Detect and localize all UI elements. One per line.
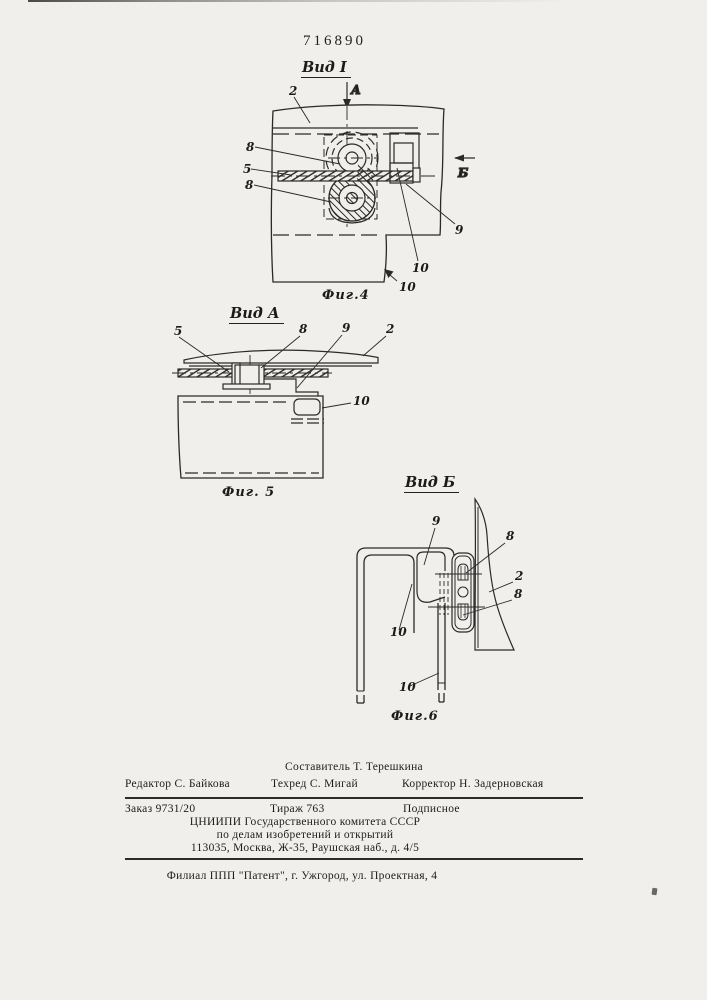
fig5-callout-8: 8 [299, 322, 308, 336]
fig6-callout-10-right: 10 [399, 680, 416, 694]
fig4-callout-10-a: 10 [412, 261, 429, 275]
fig6-drawing [350, 493, 525, 735]
fig6-callout-10-left: 10 [390, 625, 407, 639]
fig4-caption: Фиг.4 [322, 288, 370, 303]
fig5-callout-5: 5 [174, 324, 183, 338]
publisher-address: 113035, Москва, Ж-35, Раушская наб., д. 4/5 [190, 842, 420, 854]
divider-line-bottom [125, 858, 583, 860]
patent-number: 716890 [303, 33, 366, 49]
fig5-callout-2: 2 [386, 322, 395, 336]
corrector-credit: Корректор Н. Задерновская [402, 778, 544, 790]
fig6-callout-8-bottom: 8 [514, 587, 523, 601]
scan-artifact-top [28, 0, 568, 2]
fig5-bracket [264, 379, 318, 396]
editor-credit: Редактор С. Байкова [125, 778, 230, 790]
subscription-note: Подписное [403, 803, 460, 815]
imprint-block [125, 761, 583, 891]
scan-artifact-dot [652, 888, 658, 896]
fig4-view-label: Вид I [301, 59, 351, 78]
credits-row [125, 778, 583, 792]
fig5-latch-plate [294, 399, 320, 415]
tech-editor-credit: Техред С. Мигай [271, 778, 358, 790]
fig6-caption: Фиг.6 [391, 709, 439, 724]
fig4-callout-9: 9 [455, 223, 464, 237]
fig4-screw-end-cap [413, 168, 420, 182]
section-arrow-a-label: А [351, 83, 361, 97]
publisher-block [125, 816, 485, 855]
fig4-callout-2: 2 [289, 84, 298, 98]
view-arrow-b [454, 155, 475, 162]
branch-line: Филиал ППП "Патент", г. Ужгород, ул. Проектная, 4 [166, 870, 438, 882]
publisher-name: ЦНИИПИ Государственного комитета СССР [189, 816, 421, 828]
fig6-callout-8-top: 8 [506, 529, 515, 543]
publisher-dept: по делам изобретений и открытий [216, 829, 394, 841]
fig6-bottom-roller [458, 604, 468, 620]
fig6-view-label: Вид Б [404, 474, 459, 493]
fig6-callout-9: 9 [432, 514, 441, 528]
fig4-callout-5: 5 [243, 162, 252, 176]
fig4-callout-8-top: 8 [246, 140, 255, 154]
fig6-top-roller [458, 564, 468, 580]
fig5-view-label: Вид А [229, 305, 284, 324]
fig5-caption: Фиг. 5 [222, 485, 276, 500]
fig4-callout-8-bottom: 8 [245, 178, 254, 192]
fig6-callout-2: 2 [515, 569, 524, 583]
order-row [125, 803, 583, 817]
fig5-drawing [160, 322, 405, 507]
fig5-callout-10: 10 [353, 394, 370, 408]
fig6-pivot-pin [458, 587, 468, 597]
fig6-bracket [417, 552, 445, 602]
fig5-flange [223, 384, 270, 389]
view-arrow-b-label: Б [458, 166, 469, 180]
divider-line-top [125, 797, 583, 799]
fig4-drawing [243, 80, 503, 305]
fig4-callout-10-b: 10 [399, 280, 416, 294]
compiler-credit: Составитель Т. Терешкина [285, 761, 423, 773]
fig5-callout-9: 9 [342, 321, 351, 335]
print-run: Тираж 763 [270, 803, 325, 815]
order-number: Заказ 9731/20 [125, 803, 196, 815]
